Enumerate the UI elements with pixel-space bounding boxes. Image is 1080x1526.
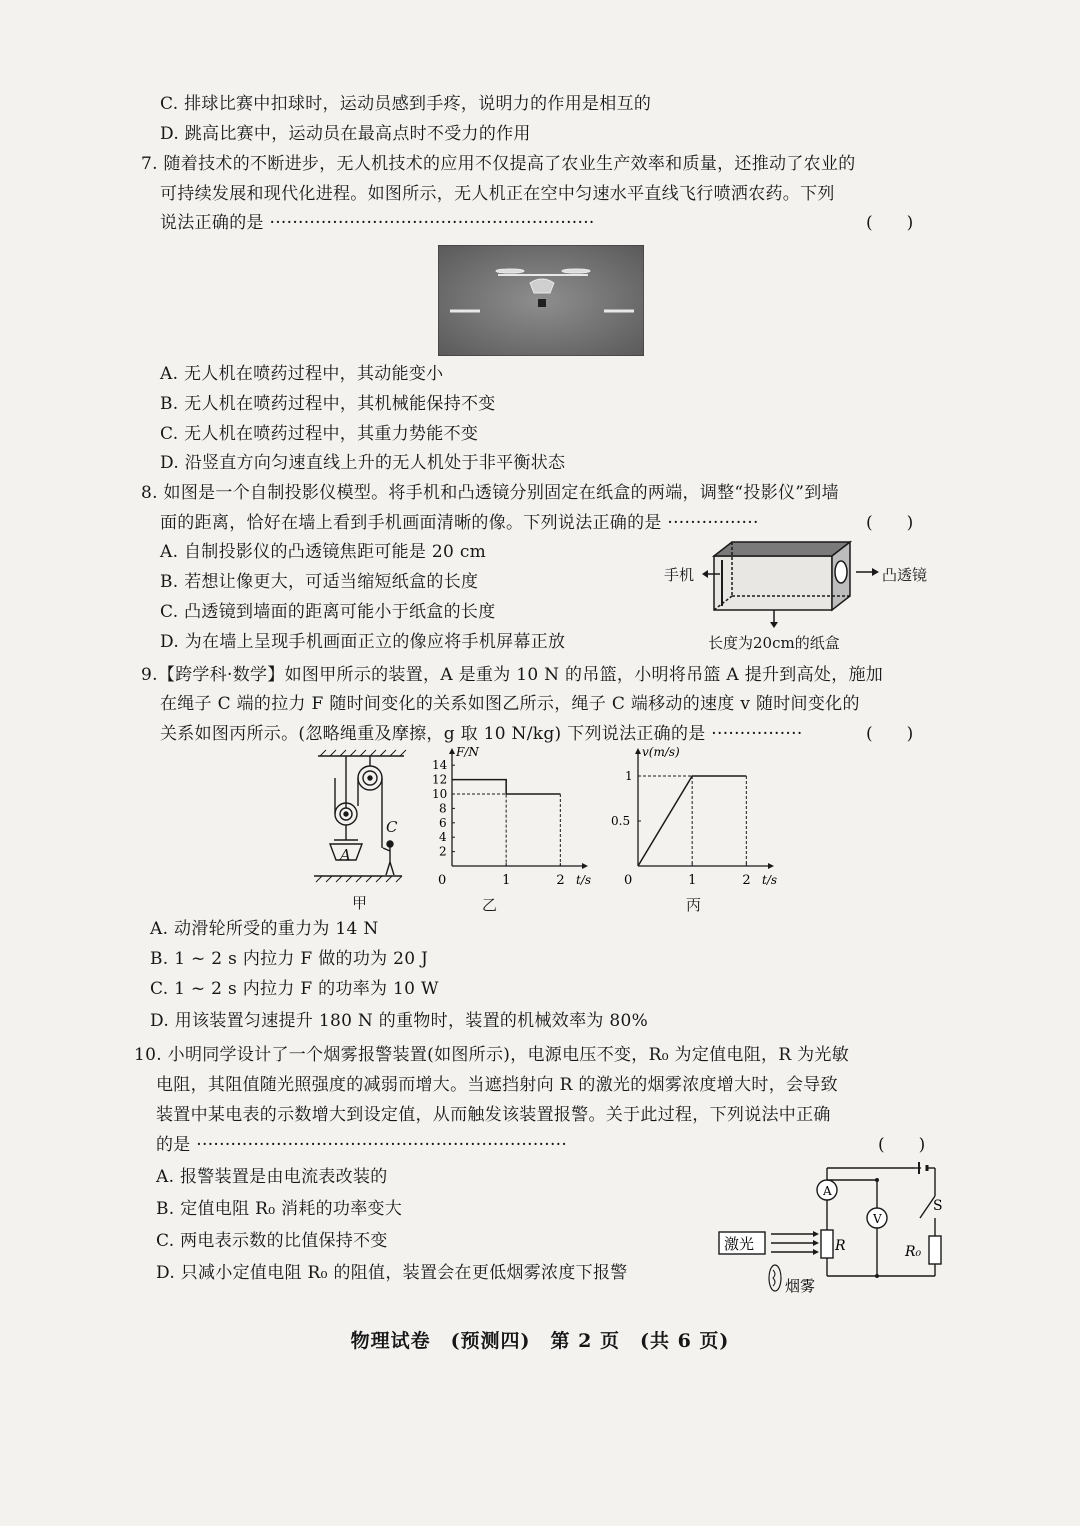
- label-paper-box: 长度为20cm的纸盒: [708, 634, 840, 652]
- q10-option-c: C. 两电表示数的比值保持不变: [156, 1231, 388, 1251]
- q7-stem-line1: 7. 随着技术的不断进步，无人机技术的应用不仅提高了农业生产效率和质量，还推动了农业的: [141, 154, 856, 174]
- y-axis-arrow: [635, 748, 641, 754]
- y-axis-label: F/N: [456, 746, 479, 759]
- q7-option-b: B. 无人机在喷药过程中，其机械能保持不变: [160, 394, 496, 414]
- x-axis-arrow: [582, 863, 588, 869]
- label-phone: 手机: [664, 566, 695, 584]
- smoke-alarm-circuit: [715, 1160, 945, 1300]
- q7-stem-line3: 说法正确的是 ·························································: [160, 213, 595, 233]
- q9-option-d: D. 用该装置匀速提升 180 N 的重物时，装置的机械效率为 80%: [150, 1011, 649, 1031]
- x-tick-label: 1: [688, 873, 697, 888]
- q8-option-d: D. 为在墙上呈现手机画面正立的像应将手机屏幕正放: [160, 632, 566, 652]
- q9-stem-line2: 在绳子 C 端的拉力 F 随时间变化的关系如图乙所示，绳子 C 端移动的速度 v 随时间变化的: [160, 694, 860, 714]
- x-axis-arrow: [768, 863, 774, 869]
- smoke-label: 烟雾: [785, 1277, 816, 1295]
- y-axis-arrow: [449, 748, 455, 754]
- q10-option-a: A. 报警装置是由电流表改装的: [156, 1167, 388, 1187]
- label-convex-lens: 凸透镜: [882, 566, 928, 584]
- q8-answer-paren: ( ): [866, 513, 914, 533]
- q8-stem-line1: 8. 如图是一个自制投影仪模型。将手机和凸透镜分别固定在纸盒的两端，调整“投影仪”到墙: [141, 483, 839, 503]
- voltmeter-label: V: [873, 1212, 882, 1226]
- laser-label: 激光: [724, 1235, 755, 1253]
- q8-option-c: C. 凸透镜到墙面的距离可能小于纸盒的长度: [160, 602, 496, 622]
- resistor-r-label: R: [835, 1238, 846, 1254]
- q6-option-c: C. 排球比赛中扣球时，运动员感到手疼，说明力的作用是相互的: [160, 94, 652, 114]
- x-axis-label: t/s: [762, 873, 778, 887]
- x-tick-label: 1: [502, 873, 511, 888]
- q10-stem-line1: 10. 小明同学设计了一个烟雾报警装置(如图所示)，电源电压不变，R₀ 为定值电阻，R 为光敏: [134, 1045, 850, 1065]
- q10-stem-line3: 装置中某电表的示数增大到设定值，从而触发该装置报警。关于此过程，下列说法中正确: [156, 1105, 831, 1125]
- y-tick-label: 8: [439, 801, 447, 816]
- q10-stem-line4: 的是 ·································································: [156, 1135, 568, 1155]
- q8-option-b: B. 若想让像更大，可适当缩短纸盒的长度: [160, 572, 479, 592]
- smoke-icon: [769, 1265, 781, 1291]
- x-axis-label: t/s: [576, 873, 592, 887]
- q9-option-a: A. 动滑轮所受的重力为 14 N: [150, 919, 379, 939]
- drone-photo: [438, 245, 644, 356]
- q9-option-b: B. 1 ~ 2 s 内拉力 F 做的功为 20 J: [150, 949, 429, 969]
- caption-bing: 丙: [686, 896, 702, 914]
- page-footer: 物理试卷 (预测四) 第 2 页 (共 6 页): [350, 1330, 730, 1352]
- q7-option-a: A. 无人机在喷药过程中，其动能变小: [160, 364, 444, 384]
- origin-label: 0: [438, 873, 447, 888]
- q7-stem-line2: 可持续发展和现代化进程。如图所示，无人机正在空中匀速水平直线飞行喷洒农药。下列: [160, 184, 835, 204]
- x-tick-label: 2: [556, 873, 565, 888]
- y-tick-label: 2: [439, 844, 447, 859]
- y-tick-label: 12: [432, 772, 448, 787]
- basket-label: A: [340, 846, 351, 864]
- caption-yi: 乙: [482, 896, 498, 914]
- resistor-r0-label: R₀: [905, 1244, 922, 1260]
- origin-label: 0: [624, 873, 633, 888]
- rope-end-label: C: [386, 818, 398, 836]
- q7-option-d: D. 沿竖直方向匀速直线上升的无人机处于非平衡状态: [160, 453, 566, 473]
- q9-stem-line1: 9.【跨学科·数学】如图甲所示的装置，A 是重为 10 N 的吊篮，小明将吊篮 A 提升到高处，施加: [141, 665, 884, 685]
- y-tick-label: 14: [432, 758, 448, 773]
- force-time-chart: [418, 746, 598, 888]
- ammeter-label: A: [823, 1184, 832, 1198]
- q8-stem-line2: 面的距离，恰好在墙上看到手机画面清晰的像。下列说法正确的是 ················: [160, 513, 759, 533]
- y-axis-label: v(m/s): [642, 746, 680, 759]
- y-tick-label: 10: [432, 787, 448, 801]
- q6-option-d: D. 跳高比赛中，运动员在最高点时不受力的作用: [160, 124, 531, 144]
- q10-option-d: D. 只减小定值电阻 R₀ 的阻值，装置会在更低烟雾浓度下报警: [156, 1263, 628, 1283]
- person-icon: [383, 841, 394, 875]
- y-tick-label: 1: [625, 769, 633, 783]
- x-tick-label: 2: [742, 873, 751, 888]
- q10-stem-line2: 电阻，其阻值随光照强度的减弱而增大。当遮挡射向 R 的激光的烟雾浓度增大时，会导致: [156, 1075, 838, 1095]
- q8-option-a: A. 自制投影仪的凸透镜焦距可能是 20 cm: [160, 542, 487, 562]
- q9-stem-line3: 关系如图丙所示。(忽略绳重及摩擦，g 取 10 N/kg) 下列说法正确的是 ················: [160, 724, 803, 744]
- y-tick-label: 0.5: [611, 814, 631, 828]
- q7-answer-paren: ( ): [866, 213, 914, 233]
- y-tick-label: 6: [439, 815, 447, 830]
- q9-answer-paren: ( ): [866, 724, 914, 744]
- caption-jia: 甲: [352, 894, 368, 912]
- q7-option-c: C. 无人机在喷药过程中，其重力势能不变: [160, 424, 479, 444]
- q10-option-b: B. 定值电阻 R₀ 消耗的功率变大: [156, 1199, 403, 1219]
- switch-label: S: [933, 1198, 943, 1214]
- q10-answer-paren: ( ): [878, 1135, 926, 1155]
- y-tick-label: 4: [439, 830, 447, 845]
- pulley-figure: [310, 748, 414, 888]
- velocity-time-chart: [604, 746, 784, 888]
- q9-option-c: C. 1 ~ 2 s 内拉力 F 的功率为 10 W: [150, 979, 439, 999]
